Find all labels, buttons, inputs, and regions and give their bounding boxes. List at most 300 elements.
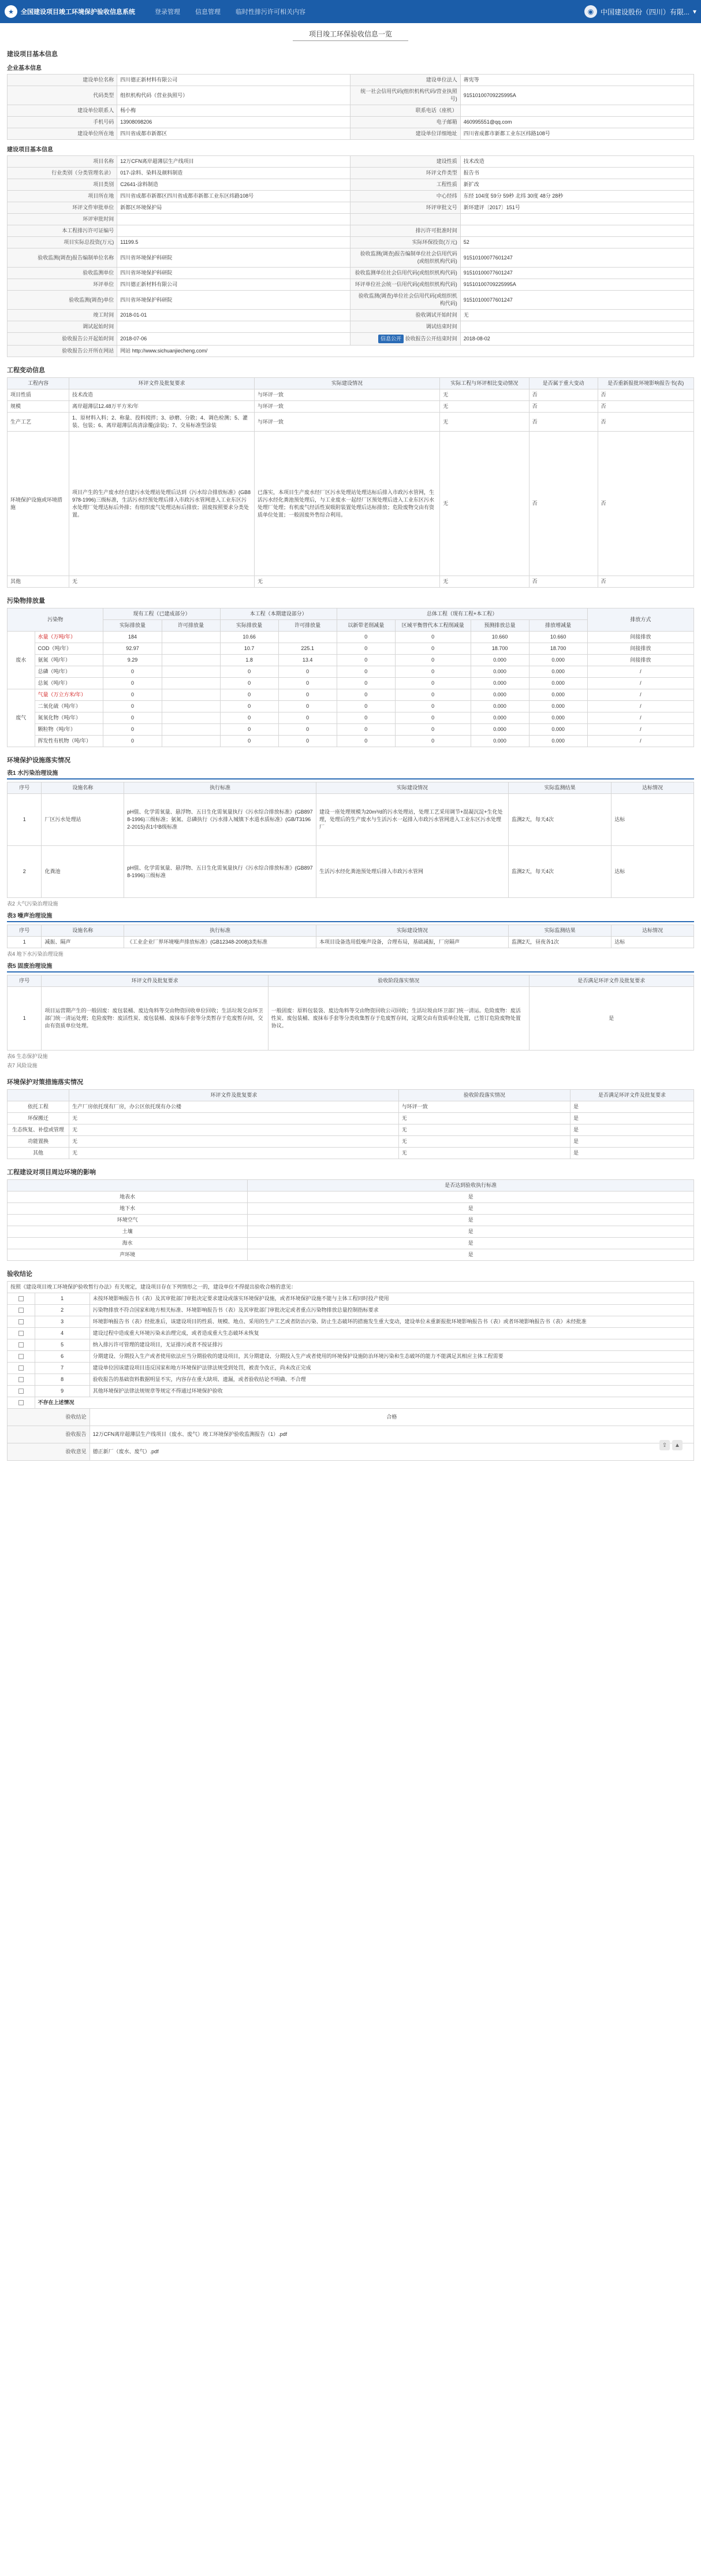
field-value: 91510100077601247: [460, 268, 693, 279]
field-label: 调试起始时间: [8, 321, 117, 333]
field-label: 环评审批时间: [8, 214, 117, 225]
groundwater-facility-title: 表4 地下水污染治理设施: [7, 951, 64, 957]
user-menu[interactable]: [584, 5, 696, 18]
emission-subheader: 许可排放量: [162, 620, 220, 632]
change-col-header: 环评文件及批复要求: [69, 378, 255, 389]
measures-cell: 生产厂房依托现有厂房，办公区依托现有办公楼: [69, 1101, 399, 1113]
change-row: [8, 401, 694, 413]
air-group-label: 废气: [8, 689, 35, 747]
field-value: 四川省成都市新都区四川省成都市新都工业东区纬路108号: [117, 191, 350, 202]
pollutant-name: 二氧化硫（吨/年）: [35, 701, 103, 712]
field-label: 建设单位联系人: [8, 105, 117, 117]
emission-value: 0: [337, 724, 395, 736]
noise-facility-header: 设施名称: [42, 925, 124, 937]
pollutant-name: 挥发性有机物（吨/年）: [35, 736, 103, 747]
measures-header: 环评文件及批复要求: [69, 1090, 399, 1101]
field-label: 环评单位社会统一信用代码(或组织机构代码): [350, 279, 460, 291]
conclusion-item-row: [8, 1328, 694, 1339]
field-label: 建设单位法人: [350, 75, 460, 86]
emission-value: 间接排放: [587, 643, 693, 655]
emission-header-mode: 排放方式: [587, 608, 693, 632]
emission-value: /: [587, 689, 693, 701]
pollutant-name: 颗粒物（吨/年）: [35, 724, 103, 736]
impact-row: [8, 1192, 694, 1203]
field-label: [350, 333, 460, 346]
emission-value: [162, 632, 220, 643]
water-facility-cell: 1: [8, 794, 42, 846]
field-label: 验收报告公开起始时间: [8, 333, 117, 346]
water-facility-cell: 监测2天，每天4次: [508, 846, 611, 898]
conclusion-none-row: [8, 1397, 694, 1409]
nav-item-1[interactable]: 信息管理: [195, 9, 221, 16]
project-row: [8, 248, 694, 268]
measures-cell: 依托工程: [8, 1101, 69, 1113]
emission-value: 0.000: [529, 655, 587, 666]
field-label: 环评文件审批单位: [8, 202, 117, 214]
solid-waste-row: [8, 987, 694, 1051]
noise-facility-cell: 《工业企业厂界环境噪声排放标准》(GB12348-2008)3类标准: [124, 937, 316, 948]
emission-value: /: [587, 736, 693, 747]
measures-cell: 无: [69, 1148, 399, 1159]
field-value: 91510100077601247: [460, 248, 693, 268]
measures-cell: 是: [570, 1148, 693, 1159]
emission-row: [8, 632, 694, 643]
field-label: 本工程排污许可证编号: [8, 225, 117, 237]
emission-value: 0: [220, 736, 278, 747]
emission-value: [162, 724, 220, 736]
impact-header: [8, 1180, 248, 1192]
checkbox-icon: [18, 1389, 24, 1394]
emission-value: 0: [395, 655, 471, 666]
solid-waste-cell: 是: [529, 987, 693, 1051]
project-row: [8, 237, 694, 248]
conclusion-none-label: 不存在上述情况: [35, 1397, 693, 1409]
change-cell: 否: [529, 432, 598, 576]
emission-value: 92.97: [103, 643, 162, 655]
noise-facility-cell: 1: [8, 937, 42, 948]
change-cell: 1、原材料入料；2、称量、投料搅拌；3、砂磨、分散；4、调色检测；5、灌装、包装；6、离岸超薄层高清涂覆(涂装)；7、交易标准型涂装: [69, 413, 255, 432]
conclusion-item-row: [8, 1363, 694, 1374]
emission-value: 0: [278, 736, 337, 747]
field-value: C2641-涂料制造: [117, 179, 350, 191]
share-icon[interactable]: ⇪: [659, 1440, 670, 1450]
field-label: 项目实际总投资(万元): [8, 237, 117, 248]
field-label: 建设单位详细地址: [350, 128, 460, 140]
change-cell: 否: [529, 576, 598, 588]
measures-cell: 是: [570, 1113, 693, 1124]
field-value: [460, 105, 693, 117]
field-value: 蒋宪等: [460, 75, 693, 86]
water-facility-table: [7, 782, 694, 898]
emission-value: 间接排放: [587, 655, 693, 666]
conclusion-item-text: 验收报告的基础资料数据明显不实，内容存在重大缺项、遗漏，或者验收结论不明确、不合理: [90, 1374, 693, 1386]
water-facility-cell: 达标: [611, 846, 694, 898]
emission-value: [162, 736, 220, 747]
checkbox-icon: [18, 1296, 24, 1301]
conclusion-item-no: 6: [35, 1351, 90, 1363]
nav-item-2[interactable]: 临时性排污许可相关内容: [236, 9, 305, 16]
field-value: [117, 321, 350, 333]
change-row: [8, 576, 694, 588]
conclusion-checkbox[interactable]: [8, 1386, 35, 1397]
measures-header: 验收阶段落实情况: [398, 1090, 570, 1101]
main-nav: [155, 7, 305, 16]
emission-value: 0.000: [471, 678, 529, 689]
change-cell: 否: [598, 576, 693, 588]
app-logo[interactable]: [5, 5, 135, 18]
change-cell: 无: [440, 413, 530, 432]
emission-value: /: [587, 712, 693, 724]
field-label: 中心经纬: [350, 191, 460, 202]
measures-cell: 无: [69, 1136, 399, 1148]
checkbox-icon: [18, 1365, 24, 1371]
enterprise-info-title: 企业基本信息: [7, 65, 42, 72]
emission-header-current: 本工程（本期建设部分）: [220, 608, 337, 620]
conclusion-checkbox[interactable]: [8, 1339, 35, 1351]
noise-facility-cell: 达标: [611, 937, 694, 948]
impact-cell: 是: [248, 1192, 694, 1203]
enterprise-info-table: [7, 74, 694, 140]
change-cell: 生产工艺: [8, 413, 69, 432]
field-label: 验收监测单位: [8, 268, 117, 279]
change-cell: 项目产生的生产废水经自建污水处理站处理后达到《污水综合排放标准》(GB8978-1996)三级标准，生活污水经预处理后排入市政污水管网进入工业东区污水处理厂处理达标后外排；有组织废气处理达标后排放；固废按照要求分类处置。: [69, 432, 255, 576]
measures-cell: 其他: [8, 1148, 69, 1159]
water-facility-cell: 生活污水经化粪池预处理后排入市政污水管网: [316, 846, 509, 898]
emission-value: [162, 643, 220, 655]
noise-facility-title: 表3 噪声治理设施: [7, 913, 53, 919]
field-value: 无: [460, 310, 693, 321]
noise-facility-header: 达标情况: [611, 925, 694, 937]
change-row: [8, 413, 694, 432]
field-value: 13908098206: [117, 117, 350, 128]
nav-item-0[interactable]: 登录管理: [155, 9, 180, 16]
project-row: [8, 179, 694, 191]
conclusion-report-row: [8, 1426, 694, 1443]
conclusion-item-no: 8: [35, 1374, 90, 1386]
field-value: 四川省环境保护科研院: [117, 248, 350, 268]
emission-value: 0: [395, 666, 471, 678]
measures-row: [8, 1101, 694, 1113]
emission-value: 0: [103, 736, 162, 747]
conclusion-result-row: [8, 1409, 694, 1426]
measures-cell: 是: [570, 1101, 693, 1113]
emission-value: 0.000: [471, 689, 529, 701]
emission-value: 0: [220, 689, 278, 701]
impact-cell: 是: [248, 1249, 694, 1261]
field-label: 建设性质: [350, 156, 460, 168]
measures-cell: 无: [69, 1124, 399, 1136]
conclusion-opinion-row: [8, 1443, 694, 1461]
field-label: 行业类别（分类管理名录）: [8, 168, 117, 179]
emission-value: 0: [337, 655, 395, 666]
emission-value: 0: [337, 632, 395, 643]
change-cell: 无: [440, 401, 530, 413]
noise-facility-cell: 监测2天，昼夜各1次: [508, 937, 611, 948]
field-label: 建设单位所在地: [8, 128, 117, 140]
field-value: 2018-01-01: [117, 310, 350, 321]
emission-value: [162, 712, 220, 724]
emission-table: [7, 608, 694, 747]
change-cell: 其他: [8, 576, 69, 588]
change-row: [8, 389, 694, 401]
conclusion-result-value: 合格: [90, 1409, 693, 1426]
conclusion-checkbox[interactable]: [8, 1328, 35, 1339]
field-label: 验收报告公开所在网站: [8, 346, 117, 357]
conclusion-opinion-label: 验收意见: [8, 1443, 90, 1461]
change-cell: 否: [598, 413, 693, 432]
user-name: 中国建设股份（四川）有限...: [600, 8, 689, 16]
emission-value: 10.660: [529, 632, 587, 643]
emission-value: 0.000: [529, 666, 587, 678]
project-row: [8, 268, 694, 279]
emission-row: [8, 666, 694, 678]
section-change-title: 工程变动信息: [7, 367, 45, 374]
conclusion-report-value[interactable]: 12万CFN离岸超薄层生产线项目（废水、废气）竣工环境保护验收监测报告（1）.pdf: [90, 1426, 693, 1443]
emission-value: 0: [278, 689, 337, 701]
conclusion-checkbox[interactable]: [8, 1397, 35, 1409]
conclusion-checkbox[interactable]: [8, 1351, 35, 1363]
conclusion-opinion-value[interactable]: 德正新厂（废水、废气）.pdf: [90, 1443, 693, 1461]
water-facility-cell: 厂区污水处理站: [42, 794, 124, 846]
project-info-title: 建设项目基本信息: [7, 147, 53, 153]
emission-row: [8, 736, 694, 747]
field-value: 11199.5: [117, 237, 350, 248]
field-label: 验收监测(调查)单位社会信用代码(或组织机构代码): [350, 291, 460, 310]
field-value: 四川省环境保护科研院: [117, 268, 350, 279]
impact-row: [8, 1249, 694, 1261]
measures-row: [8, 1136, 694, 1148]
change-cell: 无: [69, 576, 255, 588]
emission-value: 0: [220, 712, 278, 724]
field-label: 验收监测单位社会信用代码(或组织机构代码): [350, 268, 460, 279]
conclusion-result-label: 验收结论: [8, 1409, 90, 1426]
project-row: [8, 214, 694, 225]
field-value: 网站 http://www.sichuanjiecheng.com/: [117, 346, 694, 357]
enterprise-row: [8, 86, 694, 105]
field-label: 实际环保投资(万元): [350, 237, 460, 248]
measures-header: 是否满足环评文件及批复要求: [570, 1090, 693, 1101]
emission-value: 1.8: [220, 655, 278, 666]
impact-table: [7, 1179, 694, 1261]
noise-facility-header: 实际建设情况: [316, 925, 509, 937]
emission-subheader: 预测排放总量: [471, 620, 529, 632]
measures-row: [8, 1124, 694, 1136]
field-value: [117, 225, 350, 237]
impact-row: [8, 1238, 694, 1249]
field-label: 项目所在地: [8, 191, 117, 202]
emission-value: 0: [337, 712, 395, 724]
field-label: 代码类型: [8, 86, 117, 105]
water-facility-cell: 监测2天，每天4次: [508, 794, 611, 846]
pollutant-name: 气量（万立方米/年）: [35, 689, 103, 701]
emission-row: [8, 724, 694, 736]
emission-value: 0: [337, 701, 395, 712]
emission-value: 0: [337, 689, 395, 701]
change-col-header: 是否属于重大变动: [529, 378, 598, 389]
change-cell: 与环评一致: [255, 401, 440, 413]
field-value: 杨小梅: [117, 105, 350, 117]
conclusion-item-text: 建设过程中造成重大环境污染未治理完成，或者造成重大生态破坏未恢复: [90, 1328, 693, 1339]
back-to-top-icon[interactable]: ▲: [672, 1440, 683, 1450]
emission-value: /: [587, 701, 693, 712]
solid-waste-facility-title: 表5 固废治理设施: [7, 963, 53, 970]
impact-cell: 是: [248, 1215, 694, 1226]
emission-header-total: 总体工程（现有工程+本工程）: [337, 608, 587, 620]
field-label: 联系电话（座机）: [350, 105, 460, 117]
checkbox-checked-icon: [18, 1400, 24, 1405]
checkbox-icon: [18, 1342, 24, 1348]
field-value: 91510100709225995A: [460, 279, 693, 291]
emission-value: 0: [337, 666, 395, 678]
top-bar: [0, 0, 701, 23]
project-row: [8, 291, 694, 310]
emission-value: 0: [103, 678, 162, 689]
emission-value: /: [587, 724, 693, 736]
measures-cell: 功能置换: [8, 1136, 69, 1148]
emission-value: 18.700: [529, 643, 587, 655]
solid-waste-table: [7, 975, 694, 1051]
conclusion-item-no: 3: [35, 1316, 90, 1328]
field-label: 统一社会信用代码(组织机构代码/营业执照号): [350, 86, 460, 105]
emission-value: 间接排放: [587, 632, 693, 643]
change-cell: 否: [598, 432, 693, 576]
conclusion-checkbox[interactable]: [8, 1316, 35, 1328]
project-row: [8, 310, 694, 321]
project-row: [8, 346, 694, 357]
emission-value: 10.7: [220, 643, 278, 655]
water-facility-cell: 达标: [611, 794, 694, 846]
emission-value: 0.000: [529, 678, 587, 689]
impact-cell: 土壤: [8, 1226, 248, 1238]
emission-value: 9.29: [103, 655, 162, 666]
emission-subheader: 许可排放量: [278, 620, 337, 632]
change-cell: 离岸超薄层12.48万平方米/年: [69, 401, 255, 413]
emission-value: /: [587, 678, 693, 689]
emission-value: 0: [395, 643, 471, 655]
emission-value: 0.000: [471, 724, 529, 736]
emission-value: 0.000: [529, 689, 587, 701]
emission-value: 0: [395, 712, 471, 724]
water-facility-header: 序号: [8, 782, 42, 794]
impact-cell: 海水: [8, 1238, 248, 1249]
emission-value: 0.000: [471, 736, 529, 747]
page-content: [0, 29, 701, 1478]
water-facility-cell: pH值、化学需氧量、悬浮物、五日生化需氧量执行《污水综合排放标准》(GB8978-1996)三级标准: [124, 846, 316, 898]
change-cell: 环境保护设施或环境措施: [8, 432, 69, 576]
emission-value: 0: [395, 678, 471, 689]
page-title: 项目竣工环保验收信息一览: [293, 29, 408, 41]
emission-value: 225.1: [278, 643, 337, 655]
water-facility-cell: pH值、化学需氧量、悬浮物、五日生化需氧量执行《污水综合排放标准》(GB8978-1996)三级标准；氨氮、总磷执行《污水排入城镇下水道水质标准》(GB/T31962-2015)表1中B级标准: [124, 794, 316, 846]
emission-value: 0: [278, 678, 337, 689]
conclusion-checkbox[interactable]: [8, 1363, 35, 1374]
emission-value: 13.4: [278, 655, 337, 666]
solid-waste-cell: 项目运营期产生的一般固废：废包装桶、废边角料等交由物资回收单位回收；生活垃圾交由环卫部门统一清运处理；危险废物：废活性炭、废包装桶、废抹布手套等分类暂存于危废暂存间，交由有资质单位处理。: [42, 987, 268, 1051]
emission-value: 0: [337, 678, 395, 689]
conclusion-item-row: [8, 1374, 694, 1386]
solid-waste-header: 是否满足环评文件及批复要求: [529, 975, 693, 987]
conclusion-item-no: 5: [35, 1339, 90, 1351]
public-info-badge: 信息公开: [378, 335, 404, 343]
field-label: 排污许可批准时间: [350, 225, 460, 237]
measures-cell: 生态恢复、补偿或管理: [8, 1124, 69, 1136]
conclusion-item-text: 建设单位因该建设项目违反国家和地方环境保护法律法规受到处罚，被责令改正，尚未改正完成: [90, 1363, 693, 1374]
field-value: 四川省成都市新都工业东区纬路108号: [460, 128, 693, 140]
checkbox-icon: [18, 1319, 24, 1324]
emission-value: 18.700: [471, 643, 529, 655]
pollutant-name: 总磷（吨/年）: [35, 666, 103, 678]
field-label: 环评单位: [8, 279, 117, 291]
air-facility-title: 表2 大气污染治理设施: [7, 901, 58, 907]
eco-facility-title: 表6 生态保护设施: [7, 1053, 48, 1059]
noise-facility-row: [8, 937, 694, 948]
field-value: 91510100709225995A: [460, 86, 693, 105]
change-cell: 否: [529, 389, 598, 401]
emission-value: 0: [220, 666, 278, 678]
field-value: 四川德正新材料有限公司: [117, 75, 350, 86]
conclusion-checkbox[interactable]: [8, 1305, 35, 1316]
field-label: 手机号码: [8, 117, 117, 128]
emission-row: [8, 678, 694, 689]
project-row: [8, 333, 694, 346]
field-value: [117, 214, 350, 225]
section-impact-title: 工程建设对项目周边环境的影响: [7, 1169, 96, 1176]
field-label: 建设单位名称: [8, 75, 117, 86]
change-col-header: 实际建设情况: [255, 378, 440, 389]
field-value: 四川德正新材料有限公司: [117, 279, 350, 291]
measures-cell: 是: [570, 1136, 693, 1148]
checkbox-icon: [18, 1354, 24, 1359]
project-row: [8, 225, 694, 237]
pollutant-name: COD（吨/年）: [35, 643, 103, 655]
impact-cell: 地表水: [8, 1192, 248, 1203]
pollutant-name: 水量（万吨/年）: [35, 632, 103, 643]
noise-facility-table: [7, 925, 694, 948]
emission-value: 0: [395, 701, 471, 712]
solid-waste-cell: 1: [8, 987, 42, 1051]
measures-cell: 无: [398, 1148, 570, 1159]
emission-value: 0: [103, 724, 162, 736]
field-value: [460, 225, 693, 237]
conclusion-item-text: 未按环境影响报告书（表）及其审批部门审批决定要求建设或落实环境保护设施，或者环境保护设施不能与主体工程同时投产使用: [90, 1293, 693, 1305]
field-value: 2018-08-02: [460, 333, 693, 346]
measures-table: [7, 1089, 694, 1159]
pollutant-name: 氨氮（吨/年）: [35, 655, 103, 666]
conclusion-item-text: 污染物排放不符合国家和地方相关标准、环境影响报告书（表）及其审批部门审批决定或者重点污染物排放总量控制指标要求: [90, 1305, 693, 1316]
water-facility-cell: 建设一座处理规模为20m³/d的污水处理站，处理工艺采用调节+混凝沉淀+生化处理，处理后的生产废水与生活污水一起排入市政污水管网进入工业东区污水处理厂: [316, 794, 509, 846]
field-value: 460995551@qq.com: [460, 117, 693, 128]
field-label: 验收监测(调查)报告编制单位社会信用代码(或组织机构代码): [350, 248, 460, 268]
emission-value: 0.000: [529, 736, 587, 747]
conclusion-checkbox[interactable]: [8, 1374, 35, 1386]
field-value: 组织机构代码（营业执照号）: [117, 86, 350, 105]
impact-row: [8, 1226, 694, 1238]
change-cell: 否: [598, 389, 693, 401]
emission-subheader: 以新带老削减量: [337, 620, 395, 632]
change-cell: 项目性质: [8, 389, 69, 401]
field-label: 竣工时间: [8, 310, 117, 321]
emission-value: 0: [220, 724, 278, 736]
change-cell: 技术改造: [69, 389, 255, 401]
change-cell: 无: [255, 576, 440, 588]
impact-row: [8, 1203, 694, 1215]
field-label: 工程性质: [350, 179, 460, 191]
checkbox-icon: [18, 1377, 24, 1382]
field-value: 新扩改: [460, 179, 693, 191]
emission-value: 0.000: [471, 655, 529, 666]
emission-value: 0: [278, 701, 337, 712]
conclusion-checkbox[interactable]: [8, 1293, 35, 1305]
